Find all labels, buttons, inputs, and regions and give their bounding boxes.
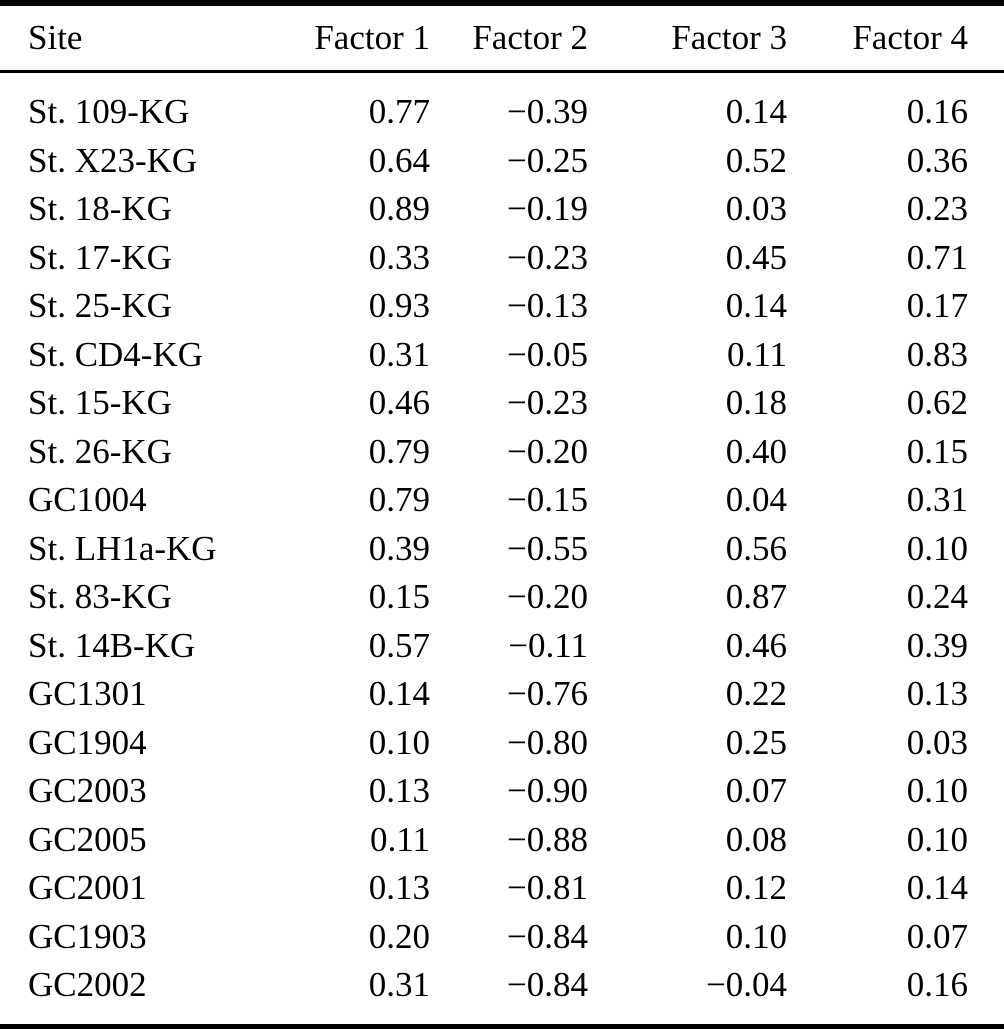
site-cell: St. 25-KG (28, 286, 172, 326)
site-cell: St. CD4-KG (28, 334, 204, 374)
column-header-factor-1: Factor 1 (300, 3, 438, 72)
table-row (0, 913, 1004, 962)
factor-value-cell: −0.76 (507, 674, 588, 714)
factor-value-cell: −0.11 (508, 625, 588, 665)
factor-value-cell: 0.56 (725, 528, 787, 568)
factor-value-cell: 0.18 (725, 383, 787, 423)
site-cell: St. 83-KG (28, 577, 172, 617)
column-header-factor-4: Factor 4 (795, 3, 1004, 72)
factor-value-cell: −0.13 (507, 286, 588, 326)
table-body (0, 72, 1004, 1027)
site-cell: St. LH1a-KG (28, 528, 217, 568)
factor-value-cell: −0.39 (507, 92, 588, 132)
factor-value-cell: −0.15 (507, 480, 588, 520)
factor-value-cell: 0.16 (906, 92, 968, 132)
site-cell: St. 18-KG (28, 189, 172, 229)
factor-value-cell: 0.57 (368, 625, 430, 665)
factor-value-cell: 0.77 (368, 92, 430, 132)
factor-value-cell: −0.20 (507, 577, 588, 617)
factor-value-cell: 0.14 (906, 868, 968, 908)
factor-value-cell: 0.46 (368, 383, 430, 423)
factor-value-cell: 0.39 (368, 528, 430, 568)
factor-value-cell: −0.84 (507, 965, 588, 1005)
factor-value-cell: 0.45 (725, 237, 787, 277)
table-row (0, 137, 1004, 186)
factor-value-cell: −0.20 (507, 431, 588, 471)
site-cell: St. 14B-KG (28, 625, 196, 665)
factor-value-cell: 0.14 (368, 674, 430, 714)
factor-value-cell: 0.22 (725, 674, 787, 714)
factor-value-cell: 0.10 (906, 819, 968, 859)
factor-value-cell: 0.04 (725, 480, 787, 520)
factor-value-cell: 0.39 (906, 625, 968, 665)
site-cell: GC2001 (28, 868, 147, 908)
site-cell: GC2003 (28, 771, 147, 811)
factor-value-cell: 0.83 (906, 334, 968, 374)
factor-value-cell: −0.55 (507, 528, 588, 568)
factor-value-cell: −0.81 (507, 868, 588, 908)
site-cell: St. 109-KG (28, 92, 190, 132)
table-row (0, 864, 1004, 913)
site-cell: St. 17-KG (28, 237, 172, 277)
table-row (0, 573, 1004, 622)
table-row (0, 622, 1004, 671)
table-row (0, 961, 1004, 1026)
factor-value-cell: 0.10 (906, 771, 968, 811)
factor-value-cell: 0.64 (368, 140, 430, 180)
factor-value-cell: 0.36 (906, 140, 968, 180)
table-row (0, 476, 1004, 525)
factor-value-cell: 0.11 (370, 819, 430, 859)
site-cell: St. 15-KG (28, 383, 172, 423)
site-cell: GC2005 (28, 819, 147, 859)
table-row (0, 670, 1004, 719)
site-cell: GC1904 (28, 722, 147, 762)
factor-value-cell: 0.62 (906, 383, 968, 423)
factor-value-cell: 0.14 (725, 92, 787, 132)
factor-value-cell: −0.25 (507, 140, 588, 180)
factor-value-cell: 0.07 (725, 771, 787, 811)
factor-value-cell: 0.11 (727, 334, 787, 374)
column-header-factor-3: Factor 3 (596, 3, 795, 72)
table-row (0, 428, 1004, 477)
factor-value-cell: 0.10 (906, 528, 968, 568)
table-row (0, 282, 1004, 331)
factor-value-cell: −0.19 (507, 189, 588, 229)
factor-value-cell: 0.31 (368, 965, 430, 1005)
factor-value-cell: 0.79 (368, 431, 430, 471)
factor-value-cell: 0.46 (725, 625, 787, 665)
factor-value-cell: 0.20 (368, 916, 430, 956)
factor-value-cell: 0.10 (368, 722, 430, 762)
factor-value-cell: −0.23 (507, 237, 588, 277)
factor-value-cell: 0.31 (906, 480, 968, 520)
factor-value-cell: 0.33 (368, 237, 430, 277)
factor-value-cell: 0.03 (725, 189, 787, 229)
table-row (0, 816, 1004, 865)
table-row (0, 719, 1004, 768)
factor-value-cell: 0.10 (725, 916, 787, 956)
header-row (0, 3, 1004, 72)
factor-value-cell: 0.93 (368, 286, 430, 326)
table-row (0, 525, 1004, 574)
site-cell: St. X23-KG (28, 140, 198, 180)
site-cell: GC1301 (28, 674, 147, 714)
factor-value-cell: 0.03 (906, 722, 968, 762)
table-row (0, 72, 1004, 137)
factor-value-cell: −0.23 (507, 383, 588, 423)
table-row (0, 331, 1004, 380)
factor-value-cell: 0.87 (725, 577, 787, 617)
factor-value-cell: 0.08 (725, 819, 787, 859)
site-cell: GC1004 (28, 480, 147, 520)
factor-value-cell: 0.12 (725, 868, 787, 908)
factor-value-cell: −0.80 (507, 722, 588, 762)
table-row (0, 379, 1004, 428)
factor-value-cell: 0.40 (725, 431, 787, 471)
factor-value-cell: 0.13 (906, 674, 968, 714)
site-cell: St. 26-KG (28, 431, 172, 471)
factor-value-cell: −0.04 (706, 965, 787, 1005)
factor-value-cell: −0.88 (507, 819, 588, 859)
factor-value-cell: 0.07 (906, 916, 968, 956)
column-header-site: Site (0, 3, 300, 72)
site-cell: GC1903 (28, 916, 147, 956)
column-header-factor-2: Factor 2 (438, 3, 596, 72)
table-row (0, 234, 1004, 283)
factor-value-cell: 0.52 (725, 140, 787, 180)
table-row (0, 185, 1004, 234)
factor-value-cell: 0.79 (368, 480, 430, 520)
factor-value-cell: 0.15 (906, 431, 968, 471)
factor-value-cell: 0.25 (725, 722, 787, 762)
factor-value-cell: 0.16 (906, 965, 968, 1005)
factor-value-cell: −0.05 (507, 334, 588, 374)
factor-value-cell: −0.84 (507, 916, 588, 956)
factor-value-cell: 0.13 (368, 771, 430, 811)
factor-value-cell: 0.15 (368, 577, 430, 617)
factor-value-cell: 0.17 (906, 286, 968, 326)
factor-value-cell: 0.89 (368, 189, 430, 229)
factor-value-cell: 0.14 (725, 286, 787, 326)
factor-value-cell: 0.71 (906, 237, 968, 277)
site-cell: GC2002 (28, 965, 147, 1005)
factor-value-cell: 0.23 (906, 189, 968, 229)
factor-value-cell: 0.13 (368, 868, 430, 908)
table-row (0, 767, 1004, 816)
factor-value-cell: −0.90 (507, 771, 588, 811)
factor-value-cell: 0.31 (368, 334, 430, 374)
factor-value-cell: 0.24 (906, 577, 968, 617)
